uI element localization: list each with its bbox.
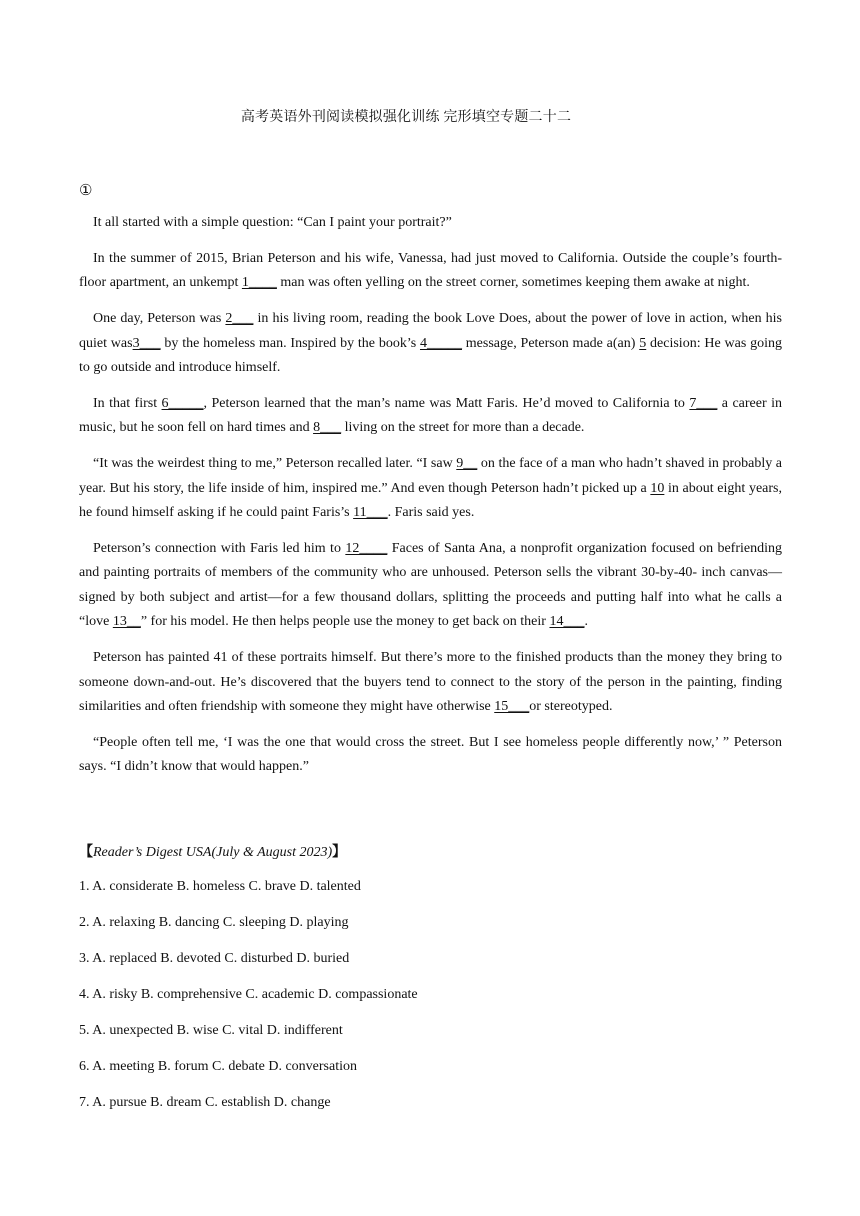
paragraph-text: In the summer of 2015, Brian Peterson and his wife, Vanessa, had just moved to California. Outside the couple’s fourth-floor apartment, an unkempt [79,250,782,291]
paragraph-text: in about eight years, he found himself asking if he could paint Faris’s [79,480,782,521]
option-line: 7. A. pursue B. dream C. establish D. change [79,1095,331,1110]
paragraph-text: in his living room, reading the book Love Does, about the power of love in action, when his quiet was [79,311,782,351]
paragraph-5 [79,452,782,525]
option-line: 1. A. considerate B. homeless C. brave D. talented [79,879,361,894]
paragraph-text: man was often yelling on the street corner, sometimes keeping them awake at night. [276,275,750,291]
blank-2: 2___ [225,311,254,327]
paragraph-1 [79,211,782,235]
blank-11: 11___ [353,505,388,521]
blank-7: 7___ [689,395,718,411]
blank-10: 10 [650,480,665,496]
blank-15: 15___ [494,698,530,714]
paragraph-text: decision: He was going to go outside and introduce himself. [79,335,782,376]
option-line: 4. A. risky B. comprehensive C. academic D. compassionate [79,987,418,1002]
paragraph-text: or stereotyped. [529,698,613,714]
paragraph-4 [79,392,782,441]
paragraph-text: “People often tell me, ‘I was the one that would cross the street. But I see homeless people differently now,’ ” Peterson says. “I didn’t know that would happen.” [79,734,782,775]
paragraph-text: , Peterson learned that the man’s name was Matt Faris. He’d moved to California to [203,395,690,411]
blank-9: 9__ [456,456,478,472]
option-line: 6. A. meeting B. forum C. debate D. conversation [79,1059,357,1074]
answer-options [79,877,782,1129]
bracket-open: 【 [79,845,93,860]
section-marker: ① [79,183,93,199]
paragraph-text: In that first [93,395,162,411]
blank-6: 6_____ [161,395,204,411]
source-citation [79,841,346,861]
paragraph-3 [79,307,782,380]
option-line: 2. A. relaxing B. dancing C. sleeping D. playing [79,915,349,930]
paragraph-text: . Faris said yes. [387,505,475,521]
bracket-close: 】 [332,845,347,860]
blank-3: 3___ [132,335,161,351]
paragraph-text: “It was the weirdest thing to me,” Peterson recalled later. “I saw [93,456,457,472]
paragraph-2 [79,247,782,296]
option-line: 3. A. replaced B. devoted C. disturbed D. buried [79,951,350,966]
option-line: 5. A. unexpected B. wise C. vital D. indifferent [79,1023,343,1038]
paragraph-text: . [584,614,588,630]
paragraph-text: It all started with a simple question: “Can I paint your portrait?” [93,215,452,230]
blank-5: 5 [639,335,647,351]
paragraph-6 [79,537,782,635]
blank-4: 4_____ [419,335,462,351]
paragraph-text: on the face of a man who hadn’t shaved in probably a year. But his story, the life inside of him, inspired me.” And even though Peterson hadn’t picked up a [79,456,782,496]
page-title: 高考英语外刊阅读模拟强化训练 完形填空专题二十二 [240,110,572,125]
paragraph-text: Peterson’s connection with Faris led him to [93,540,346,556]
paragraph-text: message, Peterson made a(an) [461,335,640,351]
source-text: Reader’s Digest USA(July & August 2023) [93,845,333,860]
blank-14: 14___ [549,614,585,630]
paragraph-text: Faces of Santa Ana, a nonprofit organization focused on befriending and painting portraits of members of the community who are unhoused. Peterson sells the vibrant 30-by-40- inch canvas—signed by both subject and artist—for a few thousand dollars, splitting the proceeds and putting half into what he calls a “love [79,540,782,630]
paragraph-text: One day, Peterson was [93,311,226,327]
paragraph-text: a career in music, but he soon fell on hard times and [79,395,782,436]
blank-12: 12____ [345,540,388,556]
paragraph-7 [79,646,782,719]
blank-8: 8___ [313,420,342,436]
paragraph-text: living on the street for more than a decade. [341,420,585,436]
blank-13: 13__ [112,614,141,630]
paragraph-text: Peterson has painted 41 of these portraits himself. But there’s more to the finished products than the money they bring to someone down-and-out. He’s discovered that the buyers tend to connect to the story of the person in the painting, finding similarities and often friendship with someone they might have otherwise [79,650,782,714]
blank-1: 1____ [241,275,277,291]
paragraph-8 [79,731,782,780]
paragraph-text: ” for his model. He then helps people use the money to get back on their [140,614,550,630]
passage-body [79,211,782,791]
paragraph-text: by the homeless man. Inspired by the book’s [160,335,420,351]
